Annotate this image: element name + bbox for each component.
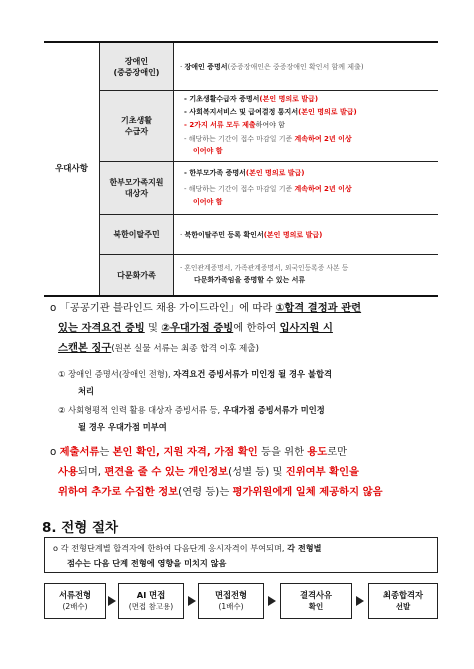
doc-line: · 혼인관계증명서, 가족관계증명서, 외국인등록증 사본 등 — [180, 264, 349, 272]
submission-paragraph-line2 — [58, 464, 359, 481]
doc-line: - 해당하는 기간이 접수 마감일 기준 계속하여 2년 이상 — [184, 185, 352, 193]
arrow-right-icon — [356, 596, 364, 606]
docs-basic-livelihood — [174, 91, 438, 162]
note-1-line2: 처리 — [78, 386, 95, 396]
blind-hiring-paragraph-line2: 있는 자격요건 증빙 및 ②우대가점 증빙에 한하여 입사지원 시 — [58, 322, 333, 334]
plain-text: 로만 — [327, 446, 348, 458]
category-single-parent: 한부모가족지원 대상자 — [100, 162, 174, 215]
category-north-korean-defector: 북한이탈주민 — [100, 215, 174, 255]
emphasis-text: 제출서류 — [59, 446, 100, 458]
plain-text: o — [50, 446, 60, 458]
emphasis-text: 용도 — [307, 446, 328, 458]
notice-line2: 점수는 다음 단계 전형에 영향을 미치지 않음 — [67, 558, 227, 568]
step-sub: (면접 참고용) — [128, 602, 174, 611]
blind-hiring-paragraph-line3: 스캔본 징구(원본 실물 서류는 최종 합격 이후 제출) — [58, 342, 259, 354]
plain-text: 되며, — [77, 466, 105, 478]
step-title: 결격사유 — [299, 590, 333, 600]
emphasis-text: 진위여부 확인을 — [285, 466, 359, 478]
step-sub: (1배수) — [218, 602, 244, 611]
note-1-line1: ① 장애인 증명서(장애인 전형), 자격요건 증빙서류가 미인정 될 경우 불합격 — [58, 369, 332, 379]
doc-line: - 기초생활수급자 증명서(본인 명의로 발급) — [184, 95, 319, 103]
blind-hiring-paragraph-line1: o 「공공기관 블라인드 채용 가이드라인」에 따라 ①합격 결정과 관련 — [50, 302, 362, 314]
emphasis-text: 평가위원에게 일체 제공하지 않음 — [232, 486, 383, 498]
step-document-screening — [44, 583, 106, 619]
arrow-right-icon — [108, 596, 116, 606]
plain-text: 는 — [99, 446, 113, 458]
step-title: 면접전형 — [214, 590, 248, 600]
emphasis-text: 본인 확인, 지원 자격, 가점 확인 — [112, 446, 258, 458]
step-interview — [198, 583, 264, 619]
category-disabled: 장애인 (중증장애인) — [100, 43, 174, 91]
note-2-line2: 될 경우 우대가점 미부여 — [78, 422, 167, 432]
notice-line1: o 각 전형단계별 합격자에 한하여 다음단계 응시자격이 부여되며, 각 전형별 — [53, 543, 322, 553]
section-8-notice-box — [44, 537, 438, 573]
step-disqualification-check — [280, 583, 352, 619]
section-8-title: 8. 전형 절차 — [42, 520, 119, 536]
docs-multicultural — [174, 255, 438, 295]
doc-line: - 해당하는 기간이 접수 마감일 기준 계속하여 2년 이상 — [184, 135, 352, 143]
doc-line: · 북한이탈주민 등록 확인서(본인 명의로 발급) — [180, 231, 323, 239]
doc-line: 이어야 함 — [193, 147, 223, 155]
step-sub: 선발 — [395, 602, 411, 611]
submission-paragraph-line3 — [58, 484, 383, 501]
doc-line: 다문화가족임을 증명할 수 있는 서류 — [194, 276, 306, 284]
note-2-line1: ② 사회형평적 인력 활용 대상자 증빙서류 등, 우대가점 증빙서류가 미인정 — [58, 405, 325, 415]
emphasis-text: 위하여 추가로 수집한 정보 — [58, 486, 179, 498]
doc-line: - 2가지 서류 모두 제출하여야 함 — [184, 121, 285, 129]
doc-line: - 사회복지서비스 및 급여결정 통지서(본인 명의로 발급) — [184, 108, 357, 116]
step-final-selection — [368, 583, 438, 619]
category-basic-livelihood: 기초생활 수급자 — [100, 91, 174, 162]
emphasis-text: 편견을 줄 수 있는 개인정보 — [104, 466, 229, 478]
docs-north-korean-defector — [174, 215, 438, 255]
step-title: 최종합격자 — [382, 590, 424, 600]
category-multicultural: 다문화가족 — [100, 255, 174, 295]
arrow-right-icon — [268, 596, 276, 606]
step-sub: (2배수) — [62, 602, 88, 611]
step-title: AI 면접 — [136, 590, 166, 600]
submission-paragraph-line1 — [50, 444, 347, 461]
arrow-right-icon — [188, 596, 196, 606]
preference-document-table — [44, 41, 438, 297]
docs-single-parent — [174, 162, 438, 215]
emphasis-text: 사용 — [58, 466, 78, 478]
step-title: 서류전형 — [58, 590, 92, 600]
plain-text: (성별 등) 및 — [228, 466, 286, 478]
docs-disabled — [174, 43, 438, 91]
step-sub: 확인 — [308, 602, 324, 611]
table-col-header: 우대사항 — [44, 43, 100, 295]
doc-line: - 한부모가족 증명서(본인 명의로 발급) — [184, 169, 305, 177]
doc-line: 이어야 함 — [193, 198, 223, 206]
plain-text: 등을 위한 — [257, 446, 308, 458]
plain-text: (연령 등)는 — [178, 486, 233, 498]
doc-line: · 장애인 증명서(중증장애인은 중증장애인 확인서 함께 제출) — [180, 63, 364, 71]
step-ai-interview — [118, 583, 184, 619]
